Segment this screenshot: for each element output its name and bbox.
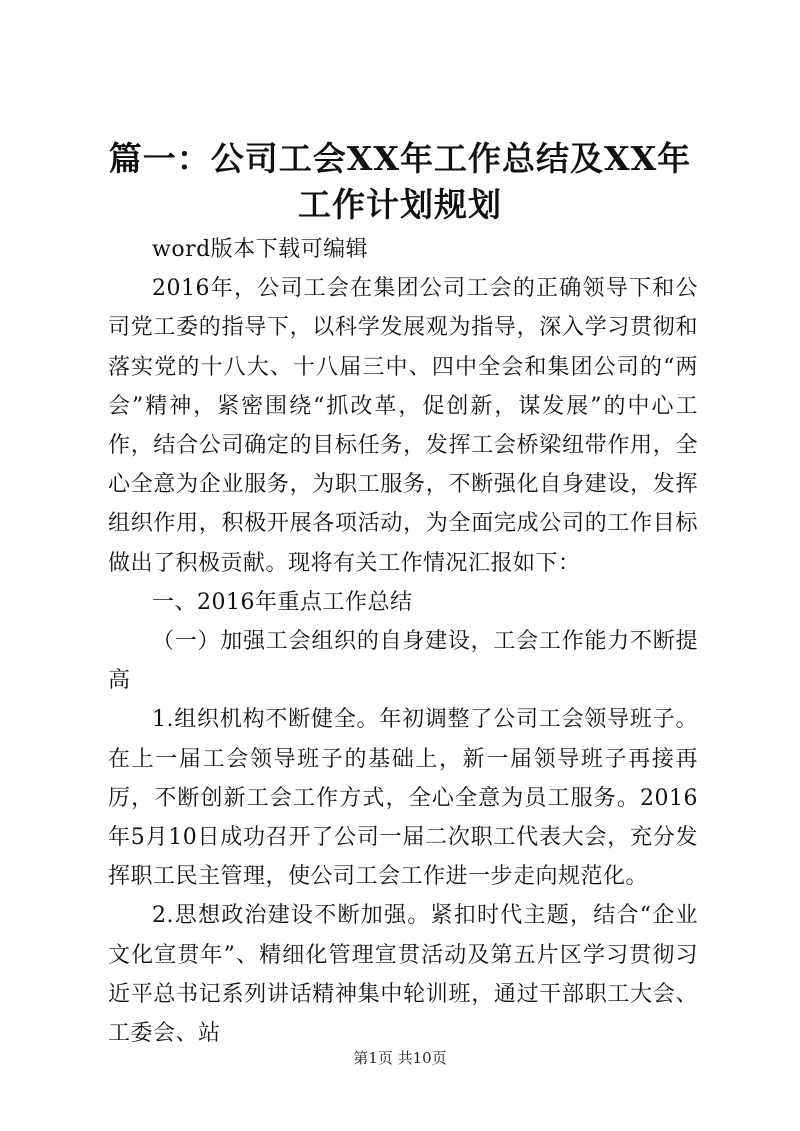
subsection-heading: （一）加强工会组织的自身建设，工会工作能力不断提高 bbox=[108, 629, 698, 694]
paragraph-editable-note: word版本下载可编辑 bbox=[152, 237, 369, 262]
paragraph-item-2: 2.思想政治建设不断加强。紧扣时代主题，结合“企业文化宣贯年”、精细化管理宣贯活动及第五片区学习贯彻习近平总书记系列讲话精神集中轮训班，通过干部职工大会、工委会、站 bbox=[108, 903, 698, 1047]
document-body bbox=[108, 230, 698, 1053]
paragraph-item-1: 1.组织机构不断健全。年初调整了公司工会领导班子。在上一届工会领导班子的基础上，新一届领导班子再接再厉，不断创新工会工作方式，全心全意为员工服务。2016年5月10日成功召开了公司一届二次职工代表大会，充分发挥职工民主管理，使公司工会工作进一步走向规范化。 bbox=[108, 707, 698, 890]
page-footer: 第1页 共10页 bbox=[353, 1049, 447, 1067]
document-title: 篇一：公司工会XX年工作总结及XX年工作计划规划 bbox=[108, 139, 692, 224]
paragraph-intro: 2016年，公司工会在集团公司工会的正确领导下和公司党工委的指导下，以科学发展观为指导，深入学习贯彻和落实党的十八大、十八届三中、四中全会和集团公司的“两会”精神，紧密围绕“抓改革，促创新，谋发展”的中心工作，结合公司确定的目标任务，发挥工会桥梁纽带作用，全心全意为企业服务，为职工服务，不断强化自身建设，发挥组织作用，积极开展各项活动，为全面完成公司的工作目标做出了积极贡献。现将有关工作情况汇报如下： bbox=[108, 276, 698, 576]
section-heading: 一、2016年重点工作总结 bbox=[152, 589, 413, 615]
